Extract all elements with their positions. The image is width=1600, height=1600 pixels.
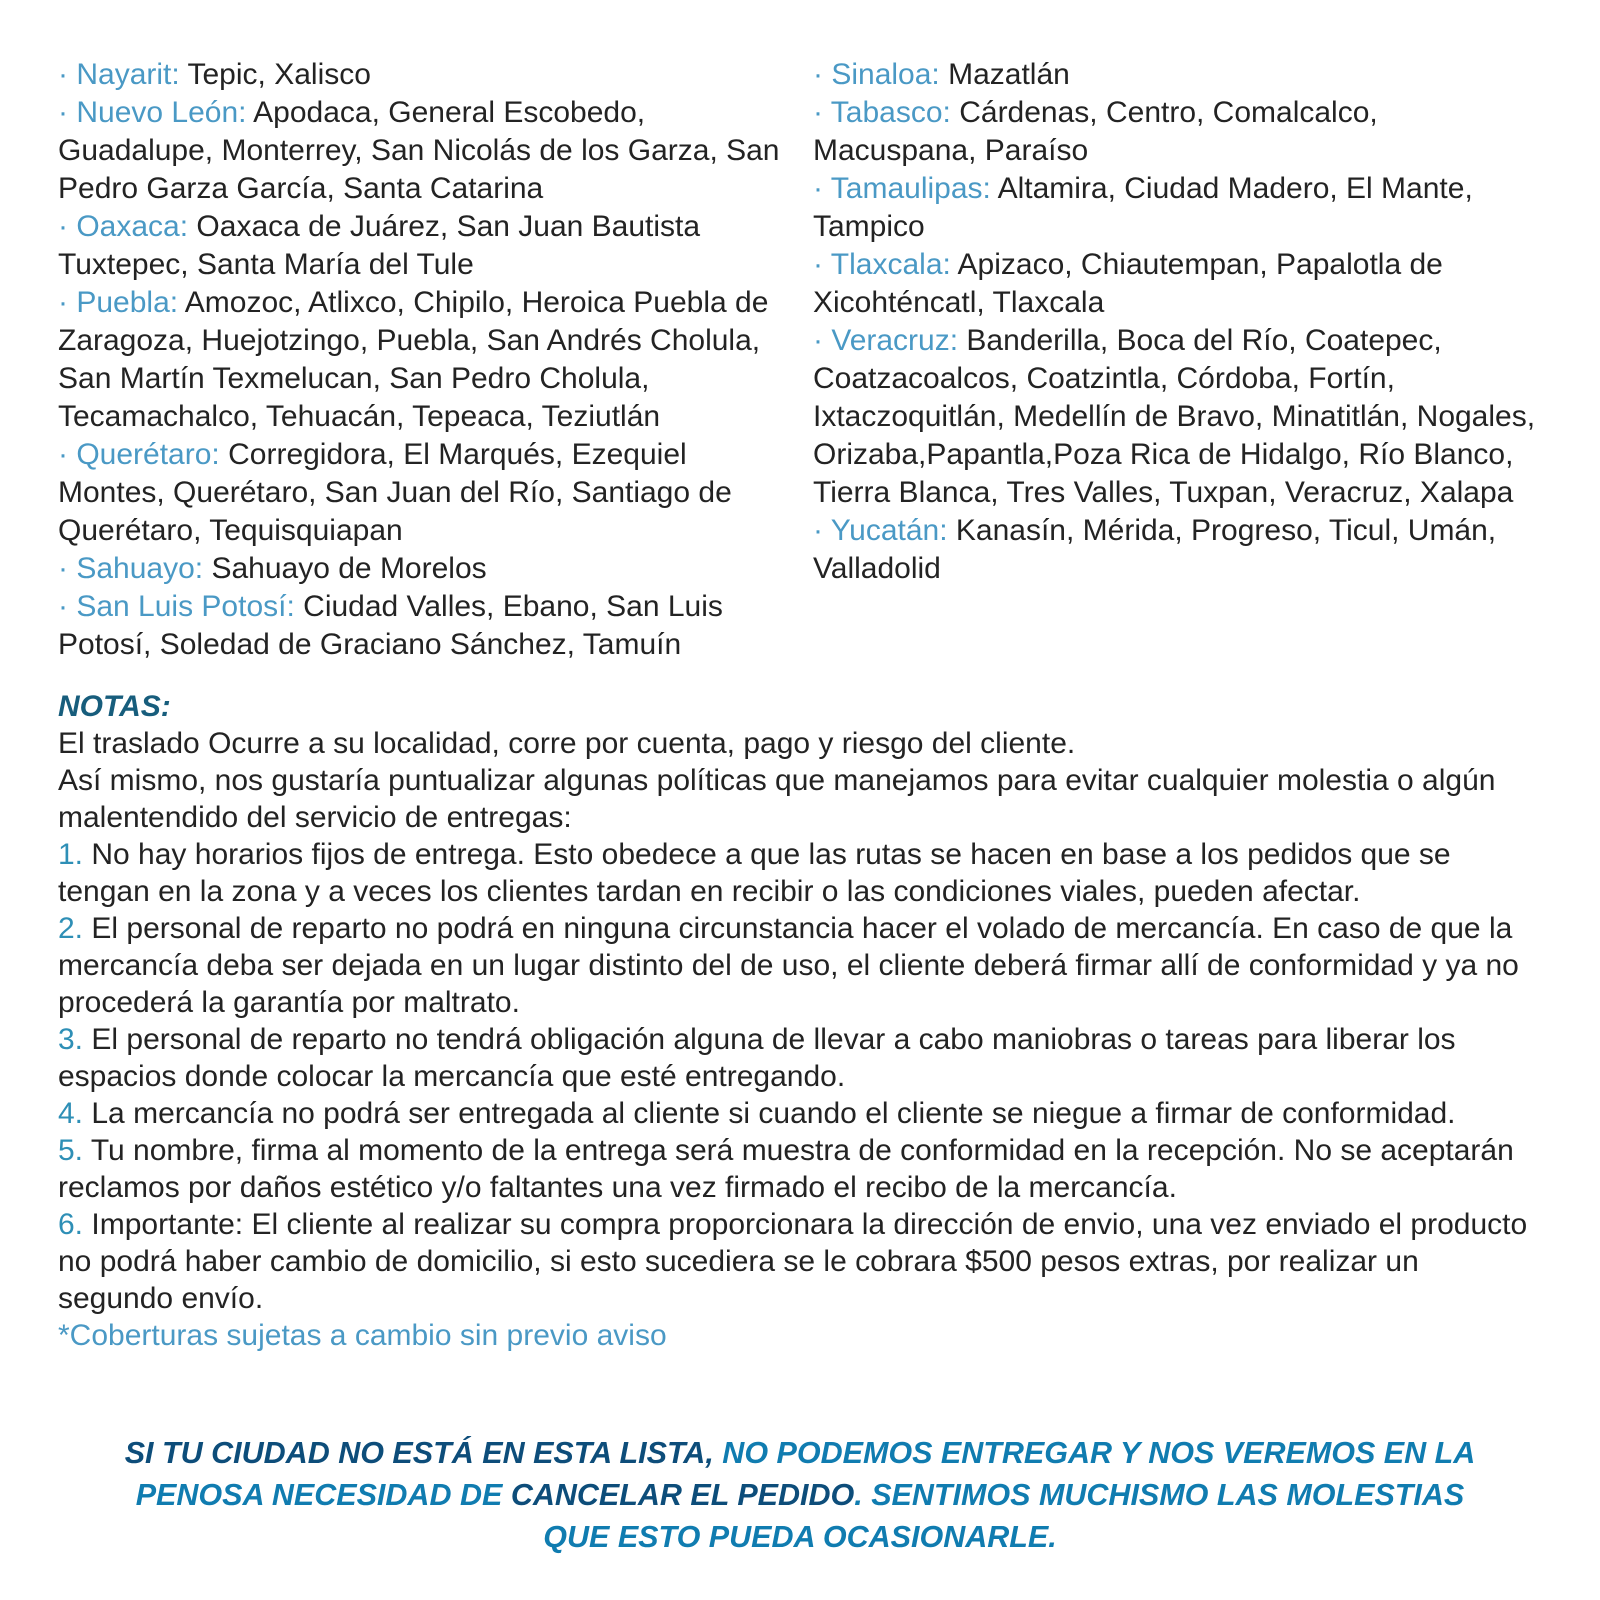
state-cities: Corregidora, El Marqués, Ezequiel Montes, Querétaro, San Juan del Río, Santiago de Querétaro, Tequisquiapan <box>58 438 732 547</box>
state-item <box>58 208 787 284</box>
state-name: Oaxaca: <box>76 210 189 243</box>
notes-intro-line: Así mismo, nos gustaría puntualizar algunas políticas que manejamos para evitar cualquier molestia o algún malentendido del servicio de entregas: <box>58 764 1496 834</box>
bullet-icon: · <box>58 96 68 129</box>
bullet-icon: · <box>58 590 68 623</box>
state-item <box>58 94 787 208</box>
state-name: Puebla: <box>76 286 179 319</box>
state-item <box>58 550 787 588</box>
footer-warning-strong: SI TU CIUDAD NO ESTÁ EN ESTA LISTA, <box>124 1436 723 1470</box>
state-name: Tlaxcala: <box>830 248 951 281</box>
bullet-icon: · <box>58 438 68 471</box>
bullet-icon: · <box>58 552 68 585</box>
state-item <box>58 588 787 664</box>
bullet-icon: · <box>58 58 68 91</box>
state-name: Nuevo León: <box>76 96 247 129</box>
state-item <box>813 56 1542 94</box>
note-item <box>58 1095 1542 1132</box>
note-text: El personal de reparto no podrá en ninguna circunstancia hacer el volado de mercancía. En caso de que la mercancía deba ser dejada en un lugar distinto del de uso, el cliente deberá firmar allí de conformidad y ya no procederá la garantía por maltrato. <box>58 912 1519 1019</box>
state-cities: Apizaco, Chiautempan, Papalotla de Xicohténcatl, Tlaxcala <box>813 248 1443 319</box>
note-text: Tu nombre, firma al momento de la entrega será muestra de conformidad en la recepción. No se aceptarán reclamos por daños estético y/o faltantes una vez firmado el recibo de la mercancía. <box>58 1134 1514 1204</box>
state-name: Sahuayo: <box>76 552 204 585</box>
bullet-icon: · <box>813 248 823 281</box>
bullet-icon: · <box>813 96 823 129</box>
state-name: Yucatán: <box>830 514 948 547</box>
state-cities: Tepic, Xalisco <box>187 58 371 91</box>
state-cities: Sahuayo de Morelos <box>211 552 487 585</box>
note-item <box>58 910 1542 1021</box>
bullet-icon: · <box>58 286 68 319</box>
bullet-icon: · <box>813 58 823 91</box>
note-item <box>58 1021 1542 1095</box>
note-number: 2. <box>58 912 84 945</box>
note-number: 3. <box>58 1023 84 1056</box>
footer-warning-text: . SENTIMOS MUCHISMO LAS MOLESTIAS QUE ESTO PUEDA OCASIONARLE. <box>543 1478 1465 1554</box>
state-item <box>58 284 787 436</box>
state-item <box>58 56 787 94</box>
notes-heading: NOTAS: <box>58 690 171 723</box>
state-name: San Luis Potosí: <box>76 590 295 623</box>
footer-warning <box>58 1432 1542 1558</box>
note-number: 6. <box>58 1208 84 1241</box>
note-number: 1. <box>58 838 84 871</box>
state-cities: Apodaca, General Escobedo, Guadalupe, Monterrey, San Nicolás de los Garza, San Pedro Garza García, Santa Catarina <box>58 96 780 205</box>
bullet-icon: · <box>813 172 823 205</box>
note-text: La mercancía no podrá ser entregada al cliente si cuando el cliente se niegue a firmar de conformidad. <box>91 1097 1456 1130</box>
state-item <box>813 170 1542 246</box>
note-number: 4. <box>58 1097 84 1130</box>
footer-warning-strong: CANCELAR EL PEDIDO <box>510 1478 855 1512</box>
notes-section <box>58 688 1542 1354</box>
state-item <box>58 436 787 550</box>
state-name: Tamaulipas: <box>830 172 991 205</box>
note-item <box>58 1206 1542 1317</box>
state-cities: Amozoc, Atlixco, Chipilo, Heroica Puebla de Zaragoza, Huejotzingo, Puebla, San Andrés Cholula, San Martín Texmelucan, San Pedro Cholula, Tecamachalco, Tehuacán, Tepeaca, Teziutlán <box>58 286 769 433</box>
state-cities: Oaxaca de Juárez, San Juan Bautista Tuxtepec, Santa María del Tule <box>58 210 701 281</box>
footer-warning-text: NO PODEMOS ENTREGAR Y NOS VEREMOS EN LA PENOSA NECESIDAD DE <box>135 1436 1476 1512</box>
state-cities: Banderilla, Boca del Río, Coatepec, Coatzacoalcos, Coatzintla, Córdoba, Fortín, Ixtaczoquitlán, Medellín de Bravo, Minatitlán, Nogales, Orizaba,Papantla,Poza Rica de Hidalgo, Río Blanco, Tierra Blanca, Tres Valles, Tuxpan, Veracruz, Xalapa <box>813 324 1536 509</box>
bullet-icon: · <box>58 210 68 243</box>
state-name: Sinaloa: <box>831 58 940 91</box>
bullet-icon: · <box>813 514 823 547</box>
state-cities: Ciudad Valles, Ebano, San Luis Potosí, Soledad de Graciano Sánchez, Tamuín <box>58 590 723 661</box>
note-number: 5. <box>58 1134 84 1167</box>
state-cities: Kanasín, Mérida, Progreso, Ticul, Umán, Valladolid <box>813 514 1497 585</box>
states-column-right <box>813 56 1542 664</box>
bullet-icon: · <box>813 324 823 357</box>
state-item <box>813 94 1542 170</box>
note-text: El personal de reparto no tendrá obligación alguna de llevar a cabo maniobras o tareas para liberar los espacios donde colocar la mercancía que esté entregando. <box>58 1023 1456 1093</box>
states-list <box>58 56 1542 664</box>
notes-intro-line: El traslado Ocurre a su localidad, corre por cuenta, pago y riesgo del cliente. <box>58 727 1076 760</box>
state-name: Tabasco: <box>830 96 951 129</box>
note-item <box>58 836 1542 910</box>
state-cities: Mazatlán <box>948 58 1070 91</box>
note-text: Importante: El cliente al realizar su compra proporcionara la dirección de envio, una vez enviado el producto no podrá haber cambio de domicilio, si esto sucediera se le cobrara $500 pesos extras, por realizar un segundo envío. <box>58 1208 1528 1315</box>
note-item <box>58 1132 1542 1206</box>
state-name: Querétaro: <box>76 438 220 471</box>
state-cities: Altamira, Ciudad Madero, El Mante, Tampico <box>813 172 1473 243</box>
coverage-disclaimer: *Coberturas sujetas a cambio sin previo aviso <box>58 1319 667 1352</box>
state-cities: Cárdenas, Centro, Comalcalco, Macuspana, Paraíso <box>813 96 1378 167</box>
state-name: Nayarit: <box>76 58 180 91</box>
state-name: Veracruz: <box>831 324 959 357</box>
state-item <box>813 512 1542 588</box>
states-column-left <box>58 56 787 664</box>
state-item <box>813 246 1542 322</box>
state-item <box>813 322 1542 512</box>
note-text: No hay horarios fijos de entrega. Esto obedece a que las rutas se hacen en base a los pedidos que se tengan en la zona y a veces los clientes tardan en recibir o las condiciones viales, pueden afectar. <box>58 838 1451 908</box>
